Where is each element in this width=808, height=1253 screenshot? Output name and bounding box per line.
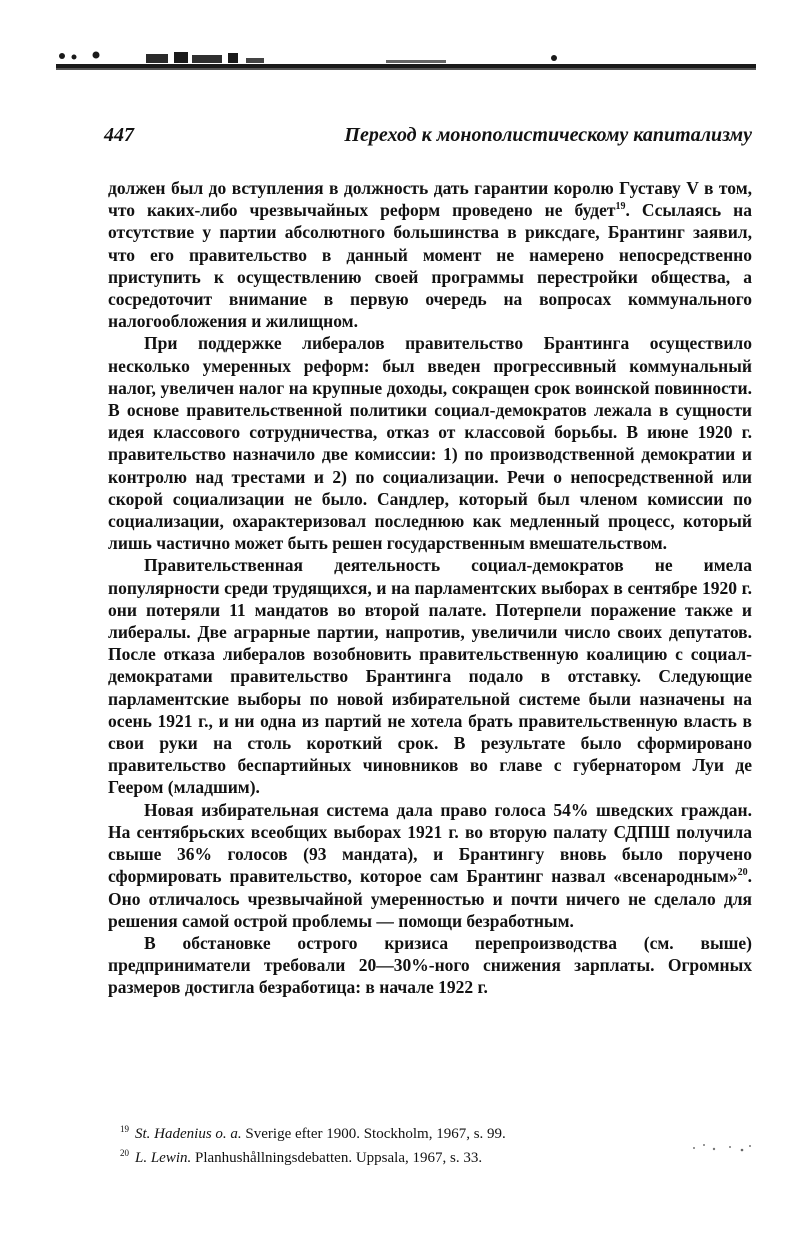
paragraph-4-text-a: Новая избирательная система дала право голоса 54% шведских граждан. На сентябрьских всеобщих выборах 1921 г. во вторую палату СДПШ получила свыше 36% голосов (93 мандата), и Брантингу вновь было поручено сформировать правительство, которое сам Брантинг назвал «всенародным»: [108, 799, 752, 887]
footnote-ref-20: 20: [737, 867, 748, 879]
footnote-ref-19: 19: [615, 201, 626, 213]
footnote-19: [120, 1120, 752, 1144]
paragraph-4: [108, 799, 752, 932]
footnote-citation: Planhushållningsdebatten. Uppsala, 1967, s. 33.: [191, 1150, 483, 1166]
footnotes: [120, 1120, 752, 1168]
page-number: 447: [104, 124, 134, 146]
footnote-author: St. Hadenius o. a.: [135, 1126, 242, 1142]
footnote-number: 19: [120, 1124, 129, 1134]
paragraph-1: [108, 177, 752, 332]
running-title: Переход к монополистическому капитализму: [344, 124, 752, 146]
main-text: [108, 177, 752, 999]
paragraph-1-text-b: . Ссылаясь на отсутствие у партии абсолютного большинства в риксдаге, Брантинг заявил, что его правительство в данный момент не намерено непосредственно приступить к осуществлению своей программы перестройки общества, а сосредоточит внимание в первую очередь на вопросах коммунального налогообложения и жилищном.: [108, 200, 752, 332]
footnote-20: [120, 1144, 752, 1168]
paragraph-3: Правительственная деятельность социал-демократов не имела популярности среди трудящихся, и на парламентских выборах в сентябре 1920 г. они потеряли 11 мандатов во второй палате. Потерпели поражение также и либералы. Две аграрные партии, напротив, увеличили число своих депутатов. После отказа либералов возобновить правительственную коалицию с социал-демократами правительство Брантинга подало в отставку. Следующие парламентские выборы по новой избирательной системе были назначены на осень 1921 г., и ни одна из партий не хотела брать правительственную власть в свои руки на столь короткий срок. В результате было сформировано правительство беспартийных чиновников во главе с губернатором Луи де Геером (младшим).: [108, 555, 752, 798]
footnote-number: 20: [120, 1148, 129, 1158]
footnote-author: L. Lewin.: [135, 1150, 192, 1166]
paragraph-4-text-b: . Оно отличалось чрезвычайной умеренностью и почти ничего не сделало для решения самой острой проблемы — помощи безработным.: [108, 866, 752, 931]
paragraph-2: При поддержке либералов правительство Брантинга осуществило несколько умеренных реформ: был введен прогрессивный коммунальный налог, увеличен налог на крупные доходы, сокращен срок воинской повинности. В основе правительственной политики социал-демократов лежала в сущности идея классового сотрудничества, отказ от классовой борьбы. В июне 1920 г. правительство назначило две комиссии: 1) по производственной демократии и контролю над трестами и 2) по социализации. Речи о непосредственной или скорой социализации не было. Сандлер, который был членом комиссии по социализации, охарактеризовал последнюю как медленный процесс, который лишь частично может быть решен государственным вмешательством.: [108, 333, 752, 554]
paragraph-5: В обстановке острого кризиса перепроизводства (см. выше) предприниматели требовали 20—30%-ного снижения зарплаты. Огромных размеров достигла безработица: в начале 1922 г.: [108, 932, 752, 998]
footnote-citation: Sverige efter 1900. Stockholm, 1967, s. 99.: [241, 1126, 506, 1142]
scan-specks: [690, 1140, 760, 1154]
paragraph-1-text-a: должен был до вступления в должность дать гарантии королю Густаву V в том, что каких-либо чрезвычайных реформ проведено не будет: [108, 178, 752, 221]
scan-edge-band: [56, 46, 756, 74]
running-head: [104, 124, 752, 154]
